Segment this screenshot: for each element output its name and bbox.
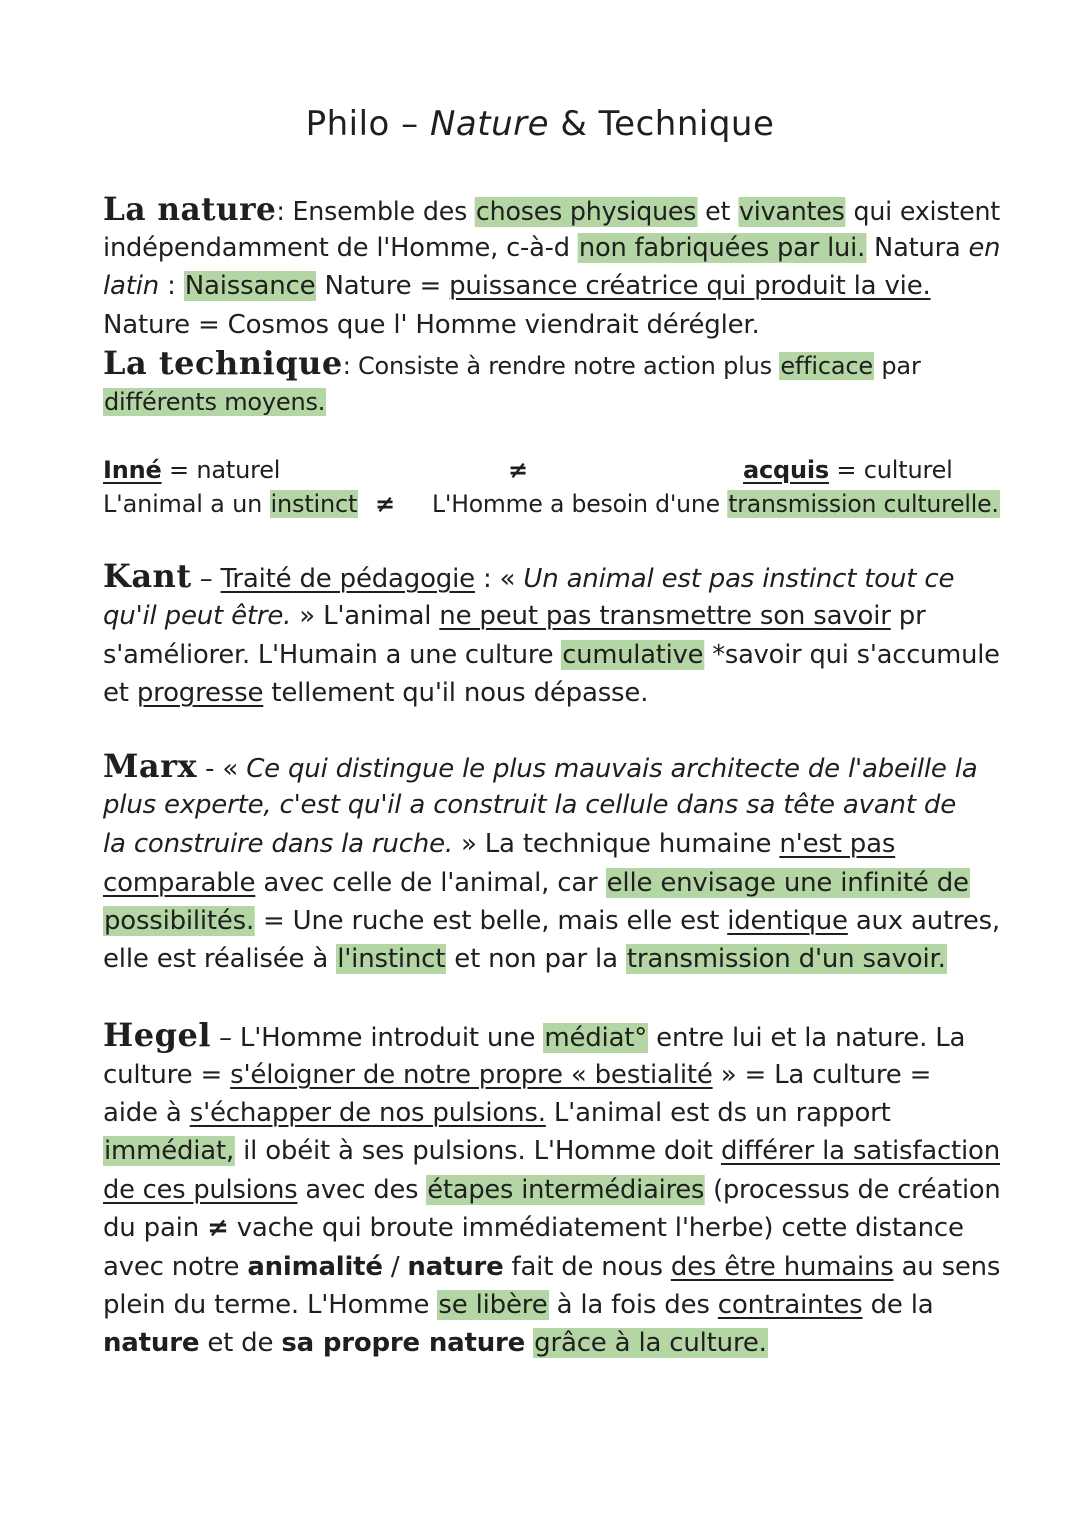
- nature-line-2: indépendamment de l'Homme, c-à-d non fabriquées par lui. Natura en: [103, 233, 1001, 263]
- acquis-label: acquis: [743, 456, 829, 484]
- kant-line-1: Kant – Traité de pédagogie : « Un animal est pas instinct tout ce: [103, 557, 955, 595]
- hegel-line-4: immédiat, il obéit à ses pulsions. L'Homme doit différer la satisfaction: [103, 1136, 1001, 1166]
- underline-text: progresse: [136, 678, 264, 708]
- highlight: non fabriquées par lui.: [578, 233, 866, 263]
- page-title: [0, 98, 1080, 150]
- underline-text: identique: [727, 906, 848, 936]
- marx-line-5: possibilités. = Une ruche est belle, mais elle est identique aux autres,: [103, 906, 1000, 936]
- marx-line-3: la construire dans la ruche. » La technique humaine n'est pas: [103, 829, 896, 859]
- technique-heading: La technique: [103, 344, 343, 382]
- hegel-line-8: plein du terme. L'Homme se libère à la fois des contraintes de la: [103, 1290, 934, 1320]
- hegel-line-5: de ces pulsions avec des étapes intermédiaires (processus de création: [103, 1175, 1001, 1205]
- underline-text: ne peut pas transmettre son savoir: [439, 601, 891, 631]
- underline-text: Traité de pédagogie: [220, 564, 475, 594]
- highlight: médiat°: [544, 1023, 648, 1053]
- marx-line-1: Marx - « Ce qui distingue le plus mauvais architecte de l'abeille la: [103, 747, 978, 785]
- marx-line-6: elle est réalisée à l'instinct et non par la transmission d'un savoir.: [103, 944, 946, 974]
- highlight: choses physiques: [475, 197, 697, 227]
- highlight: transmission d'un savoir.: [626, 944, 946, 974]
- inne-row-1: Inné = naturel: [103, 456, 281, 484]
- title-dash: –: [401, 104, 419, 144]
- highlight: elle envisage une infinité de: [606, 868, 969, 898]
- nature-heading: La nature: [103, 190, 277, 228]
- inne-row-2-right: L'Homme a besoin d'une transmission culturelle.: [432, 490, 999, 518]
- underline-text: s'échapper de nos pulsions.: [189, 1098, 546, 1128]
- technique-line-1: La technique: Consiste à rendre notre action plus efficace par: [103, 344, 921, 382]
- highlight: étapes intermédiaires: [427, 1175, 705, 1205]
- kant-line-3: s'améliorer. L'Humain a une culture cumulative *savoir qui s'accumule: [103, 640, 1000, 670]
- hegel-line-2: culture = s'éloigner de notre propre « bestialité » = La culture =: [103, 1060, 932, 1090]
- hegel-name: Hegel: [103, 1016, 211, 1054]
- title-technique: Technique: [598, 104, 775, 144]
- highlight: l'instinct: [337, 944, 446, 974]
- marx-line-4: comparable avec celle de l'animal, car elle envisage une infinité de: [103, 868, 969, 898]
- highlight: Naissance: [184, 271, 316, 301]
- hegel-line-6: du pain ≠ vache qui broute immédiatement l'herbe) cette distance: [103, 1213, 964, 1243]
- nature-line-3: latin : Naissance Nature = puissance créatrice qui produit la vie.: [103, 271, 931, 301]
- title-philo: Philo: [305, 104, 390, 144]
- neq-symbol: ≠: [508, 456, 528, 484]
- hegel-line-7: avec notre animalité / nature fait de nous des être humains au sens: [103, 1252, 1001, 1282]
- kant-line-2: qu'il peut être. » L'animal ne peut pas transmettre son savoir pr: [103, 601, 926, 631]
- highlight: possibilités.: [103, 906, 255, 936]
- kant-name: Kant: [103, 557, 192, 595]
- underline-text: s'éloigner de notre propre « bestialité: [230, 1060, 713, 1090]
- underline-text: n'est pas: [779, 829, 896, 859]
- highlight: vivantes: [739, 197, 845, 227]
- acquis-group: acquis = culturel: [743, 456, 953, 484]
- underline-text: des être humains: [670, 1252, 894, 1282]
- underline-text: comparable: [103, 868, 256, 898]
- inne-row-2-left: L'animal a un instinct: [103, 490, 358, 518]
- inne-label: Inné: [103, 456, 162, 484]
- underline-text: contraintes: [717, 1290, 863, 1320]
- underline-text: puissance créatrice qui produit la vie.: [449, 271, 931, 301]
- highlight: différents moyens.: [104, 388, 326, 416]
- highlight: grâce à la culture.: [534, 1328, 767, 1358]
- highlight: transmission culturelle.: [728, 490, 999, 518]
- marx-name: Marx: [103, 747, 198, 785]
- neq-symbol: ≠: [207, 1213, 229, 1243]
- highlight: se libère: [438, 1290, 548, 1320]
- underline-text: de ces pulsions: [103, 1175, 298, 1205]
- nature-line-1: La nature: Ensemble des choses physiques et vivantes qui existent: [103, 190, 1001, 228]
- marx-line-2: plus experte, c'est qu'il a construit la cellule dans sa tête avant de: [103, 790, 956, 820]
- hegel-line-3: aide à s'échapper de nos pulsions. L'animal est ds un rapport: [103, 1098, 891, 1128]
- highlight: instinct: [270, 490, 358, 518]
- title-amp: &: [560, 104, 588, 144]
- technique-line-2: [103, 383, 326, 421]
- highlight: cumulative: [562, 640, 704, 670]
- title-nature: Nature: [429, 104, 550, 144]
- hegel-line-9: nature et de sa propre nature grâce à la culture.: [103, 1328, 767, 1358]
- nature-line-4: Nature = Cosmos que l' Homme viendrait dérégler.: [103, 310, 760, 340]
- highlight: efficace: [780, 352, 873, 380]
- highlight: immédiat,: [103, 1136, 235, 1166]
- neq-symbol: ≠: [375, 490, 395, 518]
- kant-line-4: et progresse tellement qu'il nous dépasse.: [103, 678, 649, 708]
- hegel-line-1: Hegel – L'Homme introduit une médiat° entre lui et la nature. La: [103, 1016, 966, 1054]
- underline-text: différer la satisfaction: [720, 1136, 1001, 1166]
